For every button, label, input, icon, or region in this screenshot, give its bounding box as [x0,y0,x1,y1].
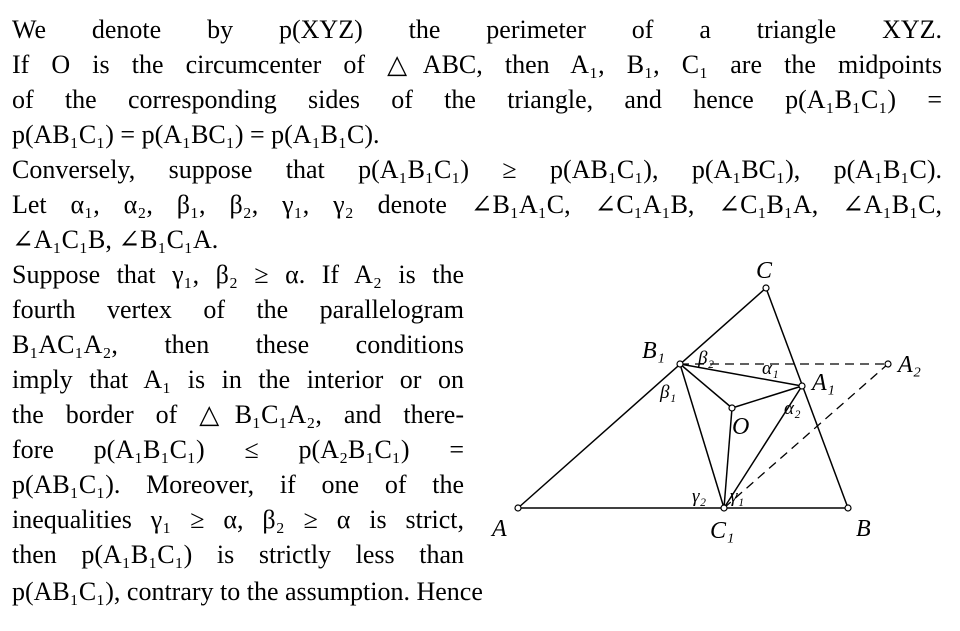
geometry-figure [480,250,950,550]
label-b: B [856,516,871,542]
text-line-1: We denote by p(XYZ) the perimeter of a triangle XYZ. [12,15,942,44]
label-beta2: β₂ [698,348,715,369]
point-a [515,505,521,511]
point-a1 [799,383,805,389]
label-beta1: β₁ [660,382,677,403]
label-c: C [756,258,773,284]
vertex-points [515,285,891,511]
label-gamma1: γ₁ [730,486,745,507]
text-line-9: fourth vertex of the parallelogram [12,295,464,324]
text-line-16: then p(A₁B₁C₁) is strictly less than [12,540,464,569]
text-line-5: Conversely, suppose that p(A₁B₁C₁) ≥ p(AB₁C₁), p(A₁BC₁), p(A₁B₁C). [12,155,942,184]
text-line-6: Let α₁, α₂, β₁, β₂, γ₁, γ₂ denote ∠B₁A₁C, ∠C₁A₁B, ∠C₁B₁A, ∠A₁B₁C, [12,190,942,219]
text-line-8: Suppose that γ₁, β₂ ≥ α. If A₂ is the [12,260,464,289]
text-line-10: B₁AC₁A₂, then these conditions [12,330,464,359]
text-line-7: ∠A₁C₁B, ∠B₁C₁A. [12,225,219,254]
text-line-12: the border of △B₁C₁A₂, and there- [12,400,464,429]
point-c [763,285,769,291]
point-a2 [885,361,891,367]
text-line-11: imply that A₁ is in the interior or on [12,365,464,394]
label-b1: B₁ [642,338,666,364]
label-gamma2: γ₂ [692,486,707,507]
point-o [729,405,735,411]
text-line-3: of the corresponding sides of the triangle, and hence p(A₁B₁C₁) = [12,85,942,114]
point-b1 [677,361,683,367]
side-bc [766,288,848,508]
text-line-4: p(AB₁C₁) = p(A₁BC₁) = p(A₁B₁C). [12,120,380,149]
parallelogram-dashed [680,364,888,508]
label-alpha1: α₁ [762,358,779,379]
point-b [845,505,851,511]
figure-labels [490,258,921,544]
side-ca [518,288,766,508]
segment-o-b1 [680,364,732,408]
point-c1 [721,505,727,511]
label-a1: A₁ [812,370,836,396]
label-a2: A₂ [898,352,922,378]
label-alpha2: α₂ [784,398,801,419]
text-line-15: inequalities γ₁ ≥ α, β₂ ≥ α is strict, [12,505,464,534]
text-line-2: If O is the circumcenter of △ABC, then A₁, B₁, C₁ are the midpoints [12,50,942,79]
text-line-14: p(AB₁C₁). Moreover, if one of the [12,470,464,499]
label-o: O [732,414,750,440]
text-line-17: p(AB₁C₁), contrary to the assumption. Hence [12,577,483,606]
label-a: A [492,516,507,542]
text-line-13: fore p(A₁B₁C₁) ≤ p(A₂B₁C₁) = [12,435,464,464]
label-c1: C₁ [710,518,735,544]
